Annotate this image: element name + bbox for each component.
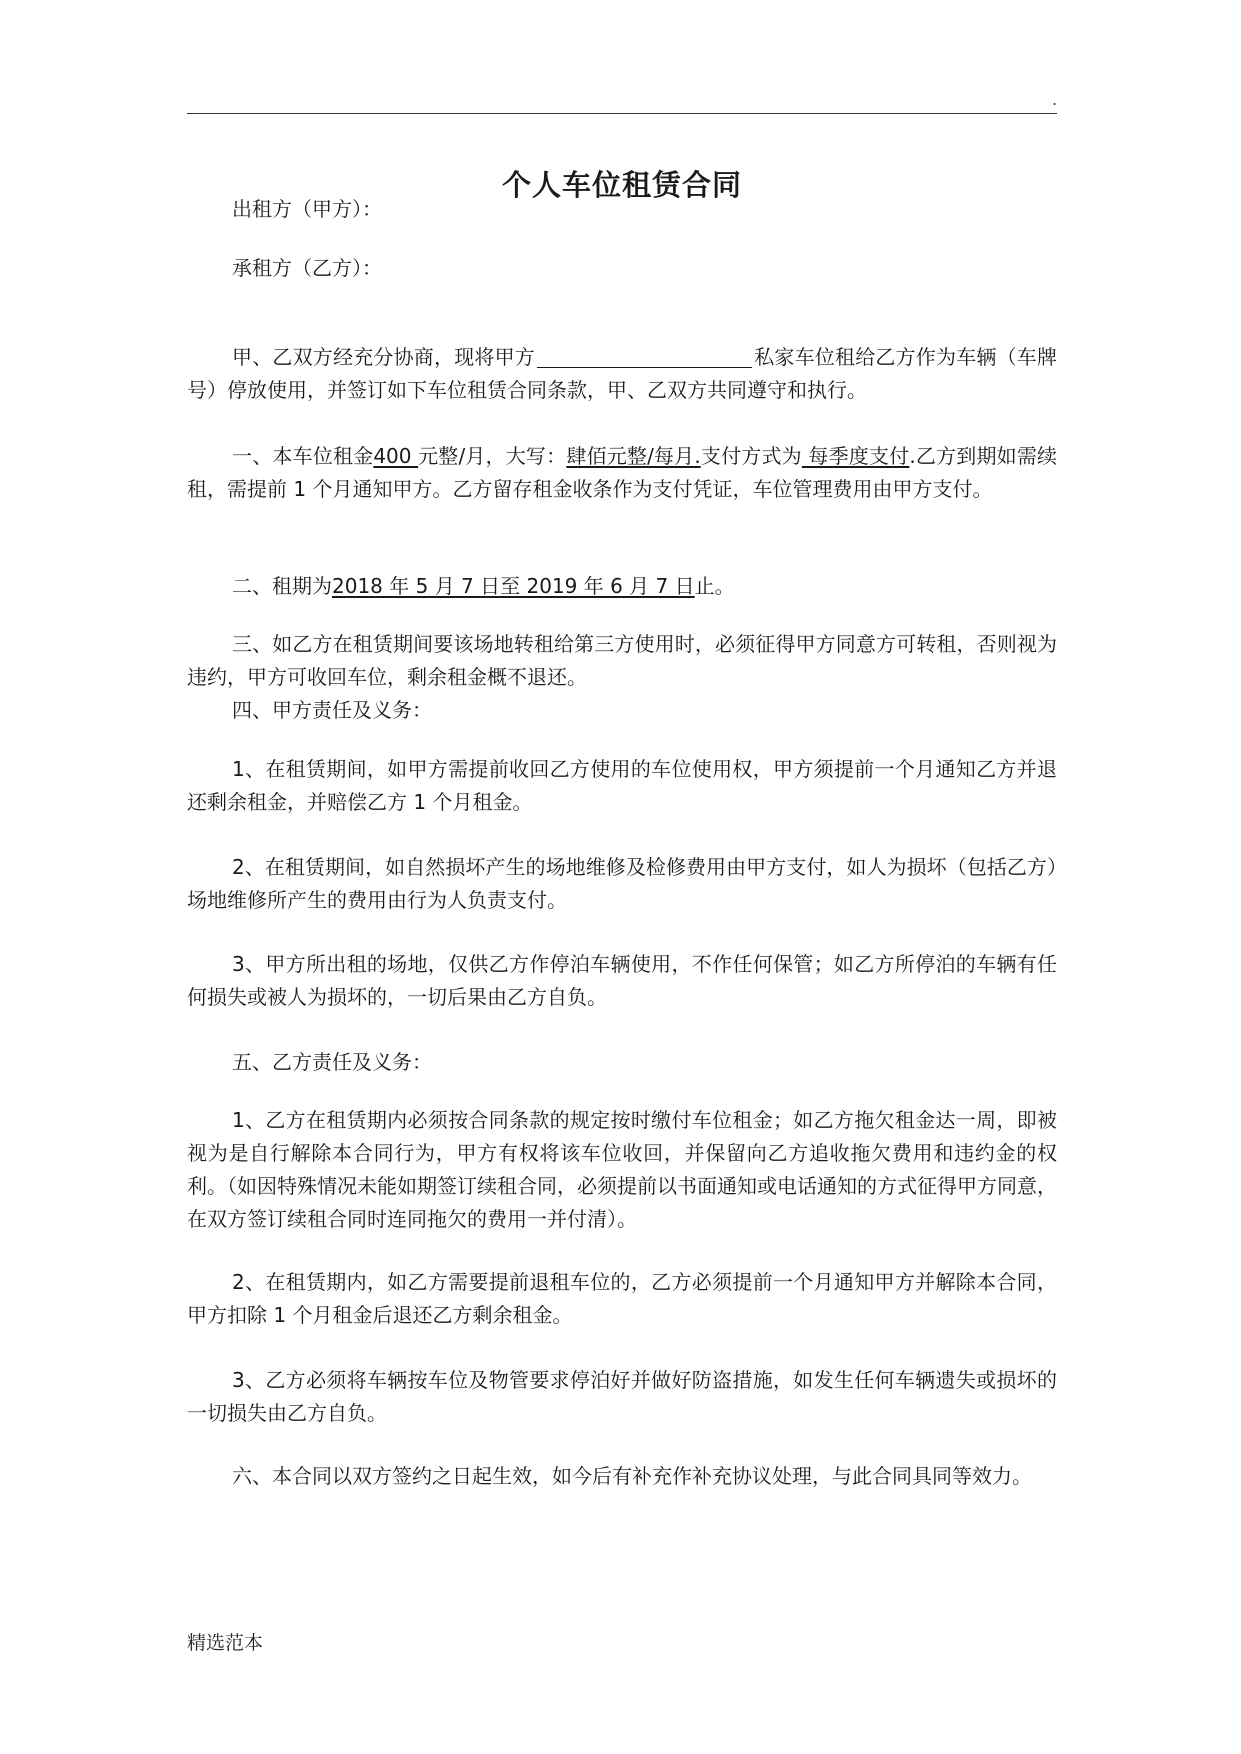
payment-method: 每季度支付 <box>801 444 910 468</box>
clause-1-text: 支付方式为 <box>700 444 802 468</box>
document-title: 个人车位租赁合同 <box>501 168 742 202</box>
clause-5-item: 3、乙方必须将车辆按车位及物管要求停泊好并做好防盗措施，如发生任何车辆遗失或损坏的一切损失由乙方自负。 <box>187 1368 1057 1425</box>
clause-6: 六、本合同以双方签约之日起生效，如今后有补充作补充协议处理，与此合同具同等效力。 <box>232 1464 1032 1488</box>
clause-5-heading: 五、乙方责任及义务： <box>232 1050 432 1074</box>
clause-1 <box>187 440 1057 506</box>
rent-amount: 400 <box>373 444 419 468</box>
clause-4-item: 2、在租赁期间，如自然损坏产生的场地维修及检修费用由甲方支付，如人为损坏（包括乙方）场地维修所产生的费用由行为人负责支付。 <box>187 855 1057 912</box>
clause-2-text: 止。 <box>694 574 735 598</box>
rent-amount-words: 肆佰元整/每月. <box>566 444 701 468</box>
clause-5-item: 2、在租赁期内，如乙方需要提前退租车位的，乙方必须提前一个月通知甲方并解除本合同，甲方扣除 1 个月租金后退还乙方剩余租金。 <box>187 1270 1057 1327</box>
lessor-name-blank <box>537 345 752 368</box>
clause-4-heading: 四、甲方责任及义务： <box>232 698 432 722</box>
clause-1-text: .乙方到期如需续租，需提前 1 个月通知甲方。乙方留存租金收条作为支付凭证，车位管理费用由甲方支付。 <box>187 444 1058 501</box>
clause-1-text: 一、本车位租金 <box>232 444 374 468</box>
intro-text-after: 私家车位租给乙方作为车辆（车牌号）停放使用，并签订如下车位租赁合同条款，甲、乙双方共同遵守和执行。 <box>187 345 1057 402</box>
lessee-label: 承租方（乙方）： <box>232 256 382 280</box>
clause-1-text: 元整/月，大写： <box>418 444 567 468</box>
clause-4-item: 1、在租赁期间，如甲方需提前收回乙方使用的车位使用权，甲方须提前一个月通知乙方并退还剩余租金，并赔偿乙方 1 个月租金。 <box>187 757 1057 814</box>
footer-label: 精选范本 <box>187 1632 264 1654</box>
intro-paragraph <box>187 341 1057 407</box>
lessor-label: 出租方（甲方）： <box>232 197 382 221</box>
clause-2 <box>187 570 1057 603</box>
clause-2-text: 二、租期为 <box>232 574 332 598</box>
lease-period: 2018 年 5 月 7 日至 2019 年 6 月 7 日 <box>332 574 695 598</box>
header-rule <box>187 113 1057 114</box>
intro-text-before: 甲、乙双方经充分协商，现将甲方 <box>232 345 535 369</box>
header-mark: . <box>1052 90 1058 109</box>
clause-4-item: 3、甲方所出租的场地，仅供乙方作停泊车辆使用，不作任何保管；如乙方所停泊的车辆有任何损失或被人为损坏的，一切后果由乙方自负。 <box>187 952 1057 1009</box>
clause-5-item: 1、乙方在租赁期内必须按合同条款的规定按时缴付车位租金；如乙方拖欠租金达一周，即被视为是自行解除本合同行为，甲方有权将该车位收回，并保留向乙方追收拖欠费用和违约金的权利。（如因特殊情况未能如期签订续租合同，必须提前以书面通知或电话通知的方式征得甲方同意，在双方签订续租合同时连同拖欠的费用一并付清）。 <box>187 1108 1057 1231</box>
clause-3: 三、如乙方在租赁期间要该场地转租给第三方使用时，必须征得甲方同意方可转租，否则视为违约，甲方可收回车位，剩余租金概不退还。 <box>187 632 1057 689</box>
